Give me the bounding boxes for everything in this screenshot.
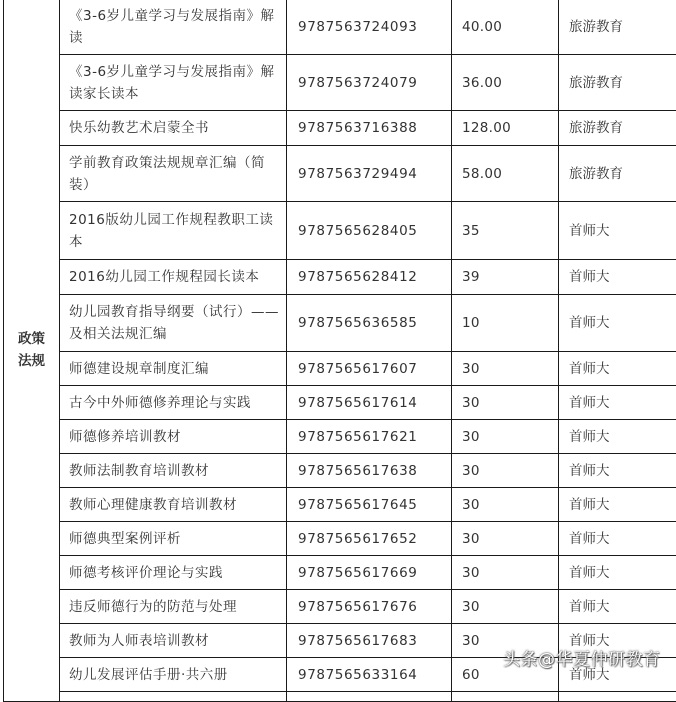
isbn-cell: 9787565617652 xyxy=(287,522,452,556)
isbn-cell: 9787565617645 xyxy=(287,488,452,522)
isbn-cell: 9787565617669 xyxy=(287,556,452,590)
table-row xyxy=(4,522,676,556)
book-title-cell: 学前教育政策法规规章汇编（简装） xyxy=(60,146,287,202)
publisher-cell: 首师大 xyxy=(559,202,676,260)
price-cell: 58.00 xyxy=(452,146,559,202)
book-title-cell: 幼儿发展评估手册·共六册 xyxy=(60,658,287,692)
publisher-cell: 首师大 xyxy=(559,295,676,352)
book-title-cell: 师德修养培训教材 xyxy=(60,420,287,454)
book-title-cell: 教师法制教育培训教材 xyxy=(60,454,287,488)
price-cell: 30 xyxy=(452,386,559,420)
book-title-cell: 《3-6岁儿童学习与发展指南》解读 xyxy=(60,0,287,55)
table-row xyxy=(4,352,676,386)
publisher-cell: 首师大 xyxy=(559,522,676,556)
publisher-cell: 首师大 xyxy=(559,624,676,658)
book-title-cell: 师德典型案例评析 xyxy=(60,522,287,556)
table-row-partial xyxy=(4,692,676,702)
isbn-cell: 9787565636585 xyxy=(287,295,452,352)
price-cell: 10 xyxy=(452,295,559,352)
table-row xyxy=(4,0,676,55)
isbn-cell: 9787565617683 xyxy=(287,624,452,658)
table-row xyxy=(4,590,676,624)
table-row xyxy=(4,295,676,352)
table-row xyxy=(4,260,676,295)
watermark: 头条@华夏仲研教育 xyxy=(503,645,661,670)
price-cell: 60 xyxy=(452,658,559,692)
price-cell: 35 xyxy=(452,202,559,260)
category-cell xyxy=(4,0,60,702)
book-title-cell: 违反师德行为的防范与处理 xyxy=(60,590,287,624)
table-row xyxy=(4,556,676,590)
publisher-cell: 首师大 xyxy=(559,386,676,420)
isbn-cell: 9787565633164 xyxy=(287,658,452,692)
empty-cell xyxy=(287,692,452,702)
isbn-cell: 9787565628405 xyxy=(287,202,452,260)
isbn-cell: 9787565617621 xyxy=(287,420,452,454)
isbn-cell: 9787565617607 xyxy=(287,352,452,386)
table-row xyxy=(4,386,676,420)
isbn-cell: 9787565628412 xyxy=(287,260,452,295)
book-title-cell: 师德考核评价理论与实践 xyxy=(60,556,287,590)
price-cell: 39 xyxy=(452,260,559,295)
publisher-cell: 旅游教育 xyxy=(559,146,676,202)
publisher-cell: 首师大 xyxy=(559,260,676,295)
book-title-cell: 古今中外师德修养理论与实践 xyxy=(60,386,287,420)
category-label: 法规 xyxy=(4,350,59,372)
table-row xyxy=(4,146,676,202)
table-body xyxy=(4,0,676,702)
isbn-cell: 9787565617676 xyxy=(287,590,452,624)
publisher-cell: 首师大 xyxy=(559,352,676,386)
isbn-cell: 9787563716388 xyxy=(287,111,452,146)
book-title-cell: 2016幼儿园工作规程园长读本 xyxy=(60,260,287,295)
publisher-cell: 首师大 xyxy=(559,590,676,624)
price-cell: 30 xyxy=(452,522,559,556)
publisher-cell: 旅游教育 xyxy=(559,55,676,111)
table-row xyxy=(4,55,676,111)
price-cell: 30 xyxy=(452,420,559,454)
book-title-cell: 教师心理健康教育培训教材 xyxy=(60,488,287,522)
price-cell: 30 xyxy=(452,590,559,624)
price-cell: 36.00 xyxy=(452,55,559,111)
book-title-cell: 《3-6岁儿童学习与发展指南》解读家长读本 xyxy=(60,55,287,111)
publisher-cell: 首师大 xyxy=(559,556,676,590)
price-cell: 30 xyxy=(452,352,559,386)
empty-cell xyxy=(452,692,559,702)
publisher-cell: 首师大 xyxy=(559,420,676,454)
price-cell: 30 xyxy=(452,624,559,658)
publisher-cell: 旅游教育 xyxy=(559,111,676,146)
table-row xyxy=(4,111,676,146)
book-title-cell: 2016版幼儿园工作规程教职工读本 xyxy=(60,202,287,260)
publisher-cell: 首师大 xyxy=(559,488,676,522)
book-title-cell: 教师为人师表培训教材 xyxy=(60,624,287,658)
category-label: 政策 xyxy=(4,328,59,350)
isbn-cell: 9787563729494 xyxy=(287,146,452,202)
empty-cell xyxy=(60,692,287,702)
publisher-cell: 旅游教育 xyxy=(559,0,676,55)
book-list-table xyxy=(3,0,676,702)
isbn-cell: 9787565617638 xyxy=(287,454,452,488)
table-row xyxy=(4,454,676,488)
publisher-cell: 首师大 xyxy=(559,658,676,692)
empty-cell xyxy=(559,692,676,702)
publisher-cell: 首师大 xyxy=(559,454,676,488)
book-title-cell: 师德建设规章制度汇编 xyxy=(60,352,287,386)
isbn-cell: 9787563724093 xyxy=(287,0,452,55)
price-cell: 128.00 xyxy=(452,111,559,146)
isbn-cell: 9787565617614 xyxy=(287,386,452,420)
table-row xyxy=(4,420,676,454)
book-title-cell: 快乐幼教艺术启蒙全书 xyxy=(60,111,287,146)
price-cell: 40.00 xyxy=(452,0,559,55)
table-row xyxy=(4,488,676,522)
isbn-cell: 9787563724079 xyxy=(287,55,452,111)
price-cell: 30 xyxy=(452,454,559,488)
book-title-cell: 幼儿园教育指导纲要（试行）——及相关法规汇编 xyxy=(60,295,287,352)
price-cell: 30 xyxy=(452,556,559,590)
price-cell: 30 xyxy=(452,488,559,522)
table-row xyxy=(4,202,676,260)
